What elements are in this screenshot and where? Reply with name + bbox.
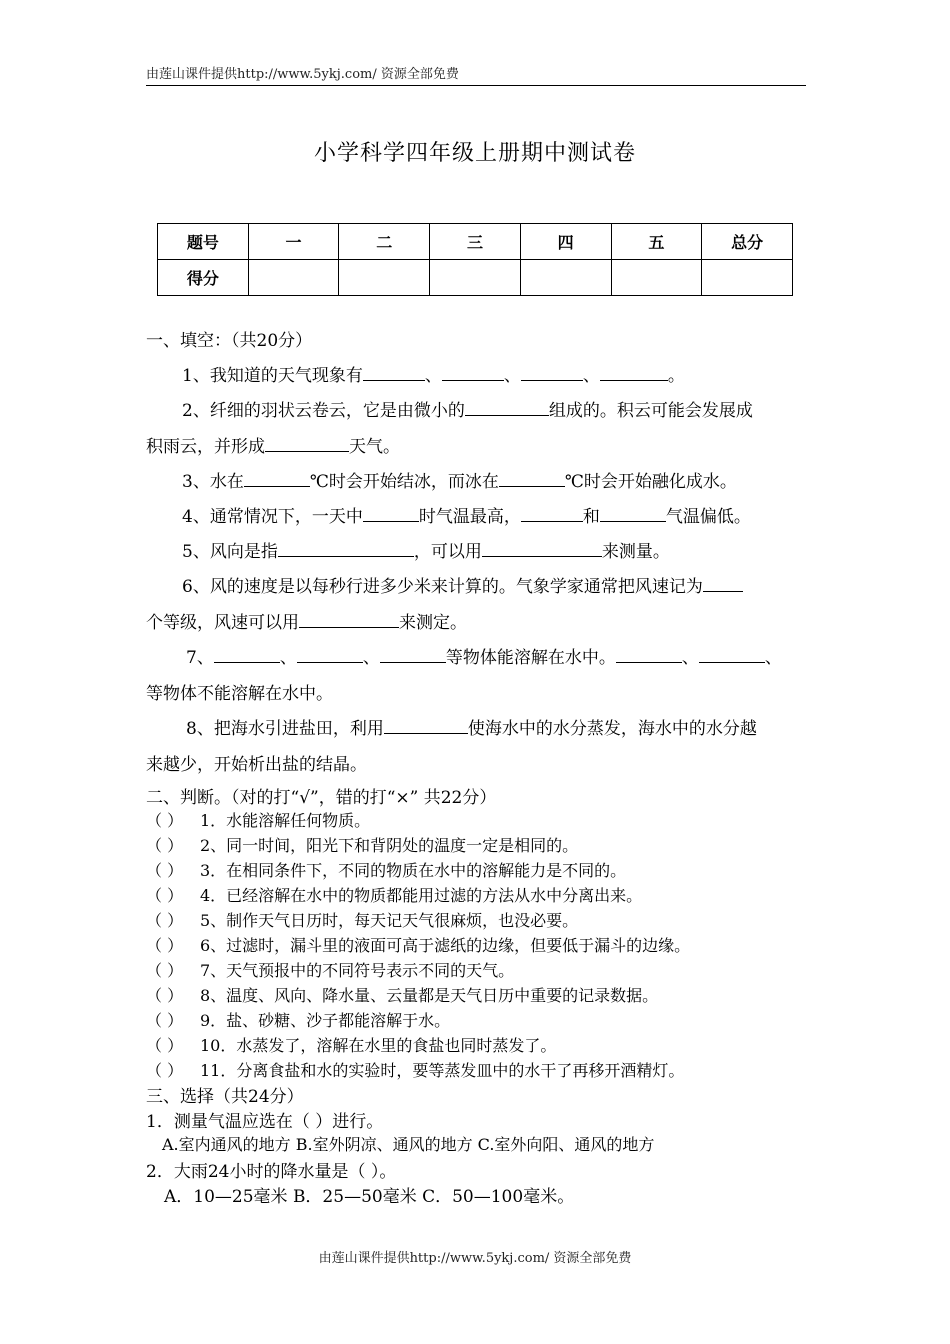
judgement-text: 8、温度、风向、降水量、云量都是天气日历中重要的记录数据。 bbox=[200, 986, 659, 1005]
judgement-text: 1．水能溶解任何物质。 bbox=[200, 811, 371, 830]
blank bbox=[297, 645, 363, 663]
choice-question-2-options: A．10—25毫米 B．25—50毫米 C．50—100毫米。 bbox=[164, 1187, 575, 1207]
blank bbox=[600, 363, 668, 381]
judgement-item bbox=[146, 933, 690, 956]
answer-paren: （ ） bbox=[146, 961, 184, 980]
score-table-header-row bbox=[158, 224, 793, 260]
score-blank bbox=[430, 260, 521, 296]
blank bbox=[465, 398, 549, 416]
judgement-text: 5、制作天气日历时，每天记天气很麻烦，也没必要。 bbox=[200, 911, 579, 930]
score-blank bbox=[702, 260, 793, 296]
blank bbox=[384, 716, 468, 734]
score-blank bbox=[248, 260, 339, 296]
judgement-item bbox=[146, 1058, 684, 1081]
question-7-cont: 等物体不能溶解在水中。 bbox=[146, 684, 333, 704]
question-8-cont: 来越少，开始析出盐的结晶。 bbox=[146, 755, 367, 775]
blank bbox=[703, 574, 743, 592]
blank bbox=[600, 504, 666, 522]
answer-paren: （ ） bbox=[146, 986, 184, 1005]
judgement-text: 9．盐、砂糖、沙子都能溶解于水。 bbox=[200, 1011, 451, 1030]
blank bbox=[363, 504, 419, 522]
score-blank bbox=[611, 260, 702, 296]
page-footer-source: 由莲山课件提供http://www.5ykj.com/ 资源全部免费 bbox=[318, 1251, 632, 1266]
question-2-cont: 积雨云，并形成 天气。 bbox=[146, 432, 400, 457]
choice-question-1: 1．测量气温应选在（ ）进行。 bbox=[146, 1112, 384, 1132]
judgement-text: 7、天气预报中的不同符号表示不同的天气。 bbox=[200, 961, 515, 980]
blank bbox=[214, 645, 280, 663]
section3-heading: 三、选择（共24分） bbox=[146, 1087, 304, 1107]
answer-paren: （ ） bbox=[146, 861, 184, 880]
judgement-item bbox=[146, 858, 626, 881]
judgement-text: 10．水蒸发了，溶解在水里的食盐也同时蒸发了。 bbox=[200, 1036, 557, 1055]
header-divider bbox=[146, 85, 806, 86]
judgement-item bbox=[146, 983, 658, 1006]
question-7: 7、 、 、 等物体能溶解在水中。 、 、 bbox=[186, 643, 782, 668]
score-table bbox=[157, 223, 793, 296]
judgement-item bbox=[146, 883, 642, 906]
score-table-score-row bbox=[158, 260, 793, 296]
answer-paren: （ ） bbox=[146, 886, 184, 905]
blank bbox=[363, 363, 425, 381]
blank bbox=[442, 363, 504, 381]
question-4: 4、通常情况下，一天中 时气温最高， 和 气温偏低。 bbox=[182, 502, 751, 527]
judgement-text: 11．分离食盐和水的实验时，要等蒸发皿中的水干了再移开酒精灯。 bbox=[200, 1061, 685, 1080]
blank bbox=[699, 645, 765, 663]
question-6: 6、风的速度是以每秒行进多少米来计算的。气象学家通常把风速记为 bbox=[182, 572, 743, 597]
page-title: 小学科学四年级上册期中测试卷 bbox=[313, 141, 636, 166]
judgement-item bbox=[146, 908, 578, 931]
blank bbox=[299, 610, 399, 628]
blank bbox=[265, 434, 349, 452]
answer-paren: （ ） bbox=[146, 1036, 184, 1055]
answer-paren: （ ） bbox=[146, 1061, 184, 1080]
answer-paren: （ ） bbox=[146, 836, 184, 855]
judgement-item bbox=[146, 958, 514, 981]
score-cell-label: 题号 bbox=[158, 224, 249, 260]
judgement-item bbox=[146, 1033, 556, 1056]
choice-question-2: 2．大雨24小时的降水量是（ ）。 bbox=[146, 1162, 397, 1182]
blank bbox=[380, 645, 446, 663]
question-8: 8、把海水引进盐田，利用 使海水中的水分蒸发，海水中的水分越 bbox=[186, 714, 757, 739]
section2-heading: 二、判断。（对的打“√”，错的打“×” 共22分） bbox=[146, 788, 497, 808]
blank bbox=[616, 645, 682, 663]
blank bbox=[499, 469, 565, 487]
blank bbox=[244, 469, 310, 487]
answer-paren: （ ） bbox=[146, 911, 184, 930]
question-5: 5、风向是指 ，可以用 来测量。 bbox=[182, 537, 670, 562]
score-blank bbox=[339, 260, 430, 296]
question-1: 1、我知道的天气现象有 、 、 、 。 bbox=[182, 361, 685, 386]
answer-paren: （ ） bbox=[146, 1011, 184, 1030]
question-3: 3、水在 ℃时会开始结冰，而冰在 ℃时会开始融化成水。 bbox=[182, 467, 737, 492]
answer-paren: （ ） bbox=[146, 936, 184, 955]
blank bbox=[521, 504, 583, 522]
score-row-label: 得分 bbox=[158, 260, 249, 296]
judgement-text: 3．在相同条件下，不同的物质在水中的溶解能力是不同的。 bbox=[200, 861, 627, 880]
score-blank bbox=[520, 260, 611, 296]
judgement-text: 2、同一时间，阳光下和背阴处的温度一定是相同的。 bbox=[200, 836, 579, 855]
score-cell-4: 四 bbox=[520, 224, 611, 260]
score-cell-2: 二 bbox=[339, 224, 430, 260]
judgement-text: 6、过滤时，漏斗里的液面可高于滤纸的边缘，但要低于漏斗的边缘。 bbox=[200, 936, 691, 955]
answer-paren: （ ） bbox=[146, 811, 184, 830]
score-cell-1: 一 bbox=[248, 224, 339, 260]
score-cell-5: 五 bbox=[611, 224, 702, 260]
page-header-source: 由莲山课件提供http://www.5ykj.com/ 资源全部免费 bbox=[146, 67, 459, 82]
judgement-item bbox=[146, 1008, 450, 1031]
blank bbox=[482, 539, 602, 557]
judgement-item bbox=[146, 833, 578, 856]
question-2: 2、纤细的羽状云卷云，它是由微小的 组成的。积云可能会发展成 bbox=[182, 396, 753, 421]
judgement-item bbox=[146, 808, 370, 831]
score-cell-3: 三 bbox=[430, 224, 521, 260]
section1-heading: 一、填空：（共20分） bbox=[146, 331, 313, 351]
blank bbox=[521, 363, 583, 381]
judgement-text: 4．已经溶解在水中的物质都能用过滤的方法从水中分离出来。 bbox=[200, 886, 643, 905]
question-6-cont: 个等级，风速可以用 来测定。 bbox=[146, 608, 467, 633]
score-cell-total: 总分 bbox=[702, 224, 793, 260]
blank bbox=[278, 539, 414, 557]
choice-question-1-options: A.室内通风的地方 B.室外阴凉、通风的地方 C.室外向阳、通风的地方 bbox=[162, 1135, 655, 1154]
